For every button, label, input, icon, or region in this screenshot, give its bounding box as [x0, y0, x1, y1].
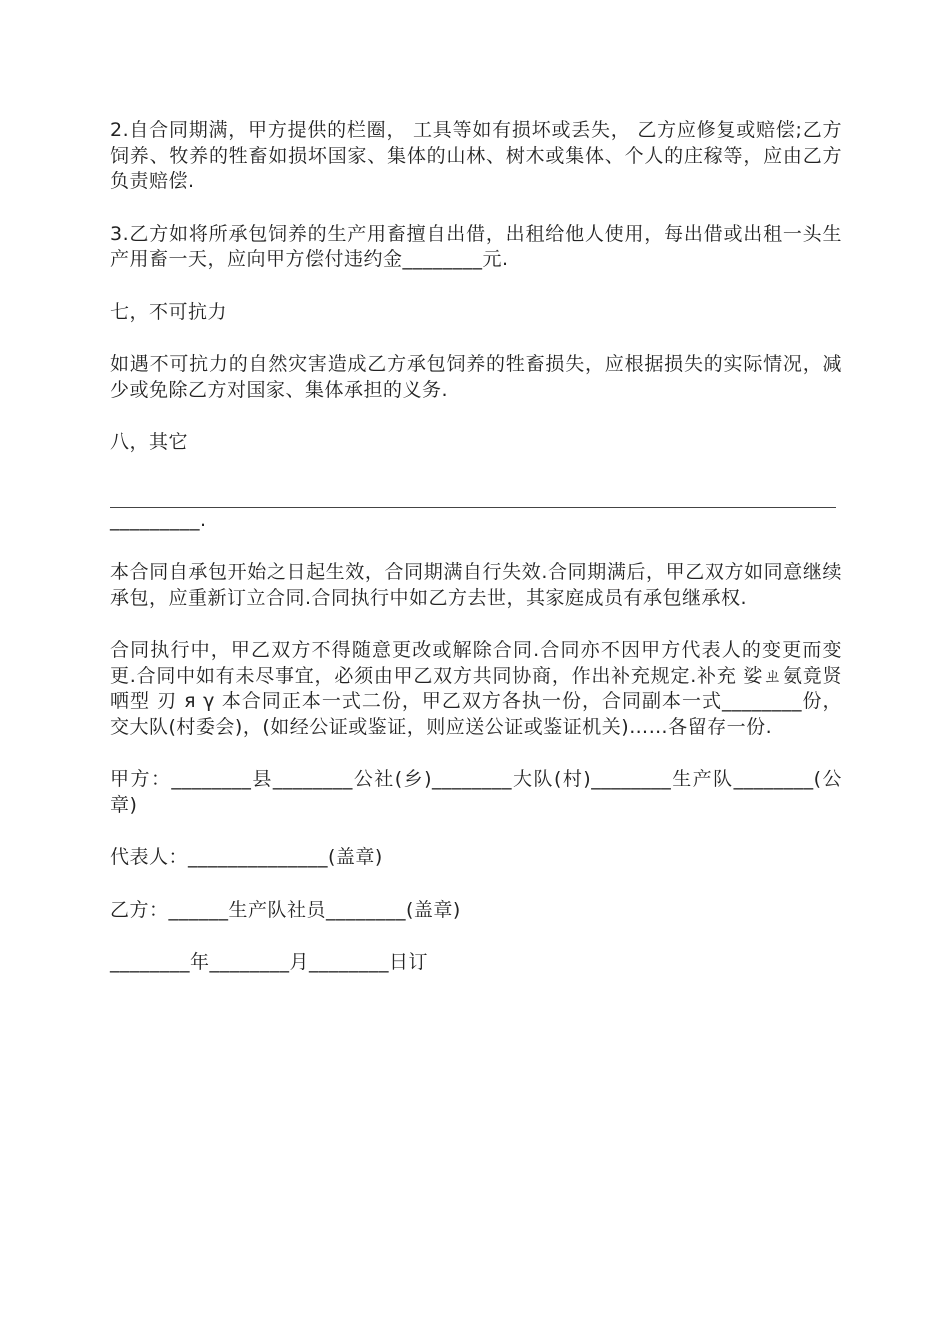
force-majeure-paragraph: 如遇不可抗力的自然灾害造成乙方承包饲养的牲畜损失，应根据损失的实际情况，减少或免除乙方对国家、集体承担的义务. [110, 353, 842, 401]
party-b-line: 乙方：______生产队社员________(盖章) [110, 898, 461, 921]
party-a-line: 甲方：________县________公社(乡)________大队(村)________生产队________(公章) [110, 768, 842, 816]
section-8-heading: 八，其它 [110, 431, 189, 453]
execution-paragraph: 合同执行中，甲乙双方不得随意更改或解除合同.合同亦不因甲方代表人的变更而变更.合同中如有未尽事宜，必须由甲乙双方共同协商，作出补充规定.补充 娑ㄓ氨竟贤 哂型 刃 я γ 本合同正本一式二份，甲乙双方各执一份，合同副本一式________份，交大队(村委会)，(如经公证或鉴证，则应送公证或鉴证机关)……各留存一份. [110, 639, 842, 738]
effectivity-paragraph: 本合同自承包开始之日起生效，合同期满自行失效.合同期满后，甲乙双方如同意继续承包，应重新订立合同.合同执行中如乙方去世，其家庭成员有承包继承权. [110, 561, 842, 609]
other-terms-blank-line [110, 483, 836, 508]
other-terms-blank-tail: _________. [110, 508, 207, 531]
representative-line: 代表人：______________(盖章) [110, 846, 383, 868]
contract-page [110, 118, 842, 976]
section-7-heading: 七，不可抗力 [110, 300, 228, 323]
date-line: ________年________月________日订 [110, 951, 429, 973]
clause-2-paragraph: 2.自合同期满，甲方提供的栏圈， 工具等如有损坏或丢失， 乙方应修复或赔偿;乙方饲养、牧养的牲畜如损坏国家、集体的山林、树木或集体、个人的庄稼等，应由乙方负责赔偿. [110, 119, 842, 192]
clause-3-paragraph: 3.乙方如将所承包饲养的生产用畜擅自出借，出租给他人使用，每出借或出租一头生产用畜一天，应向甲方偿付违约金________元. [110, 222, 842, 270]
